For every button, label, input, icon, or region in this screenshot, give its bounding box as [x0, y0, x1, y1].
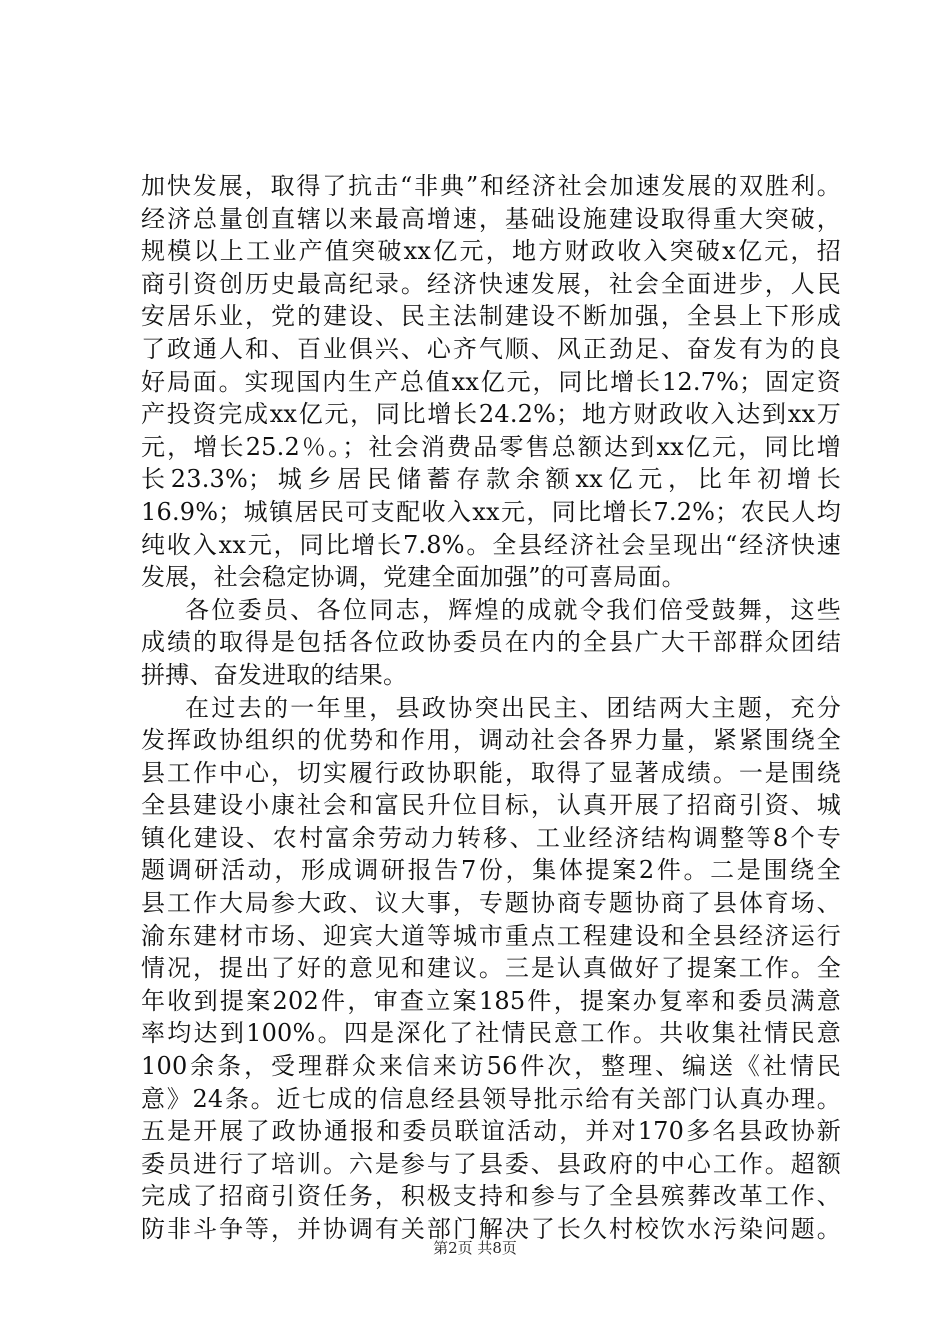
text-line: 长23.3%；城乡居民储蓄存款余额xx亿元，比年初增长	[141, 465, 841, 494]
text-line: 年收到提案202件，审查立案185件，提案办复率和委员满意	[141, 986, 841, 1015]
text-line: 率均达到100%。四是深化了社情民意工作。共收集社情民意	[141, 1019, 841, 1048]
text-line: 防非斗争等，并协调有关部门解决了长久村校饮水污染问题。	[141, 1215, 841, 1243]
text-line: 县工作大局参大政、议大事，专题协商专题协商了县体育场、	[141, 889, 841, 918]
text-line: 加快发展，取得了抗击“非典”和经济社会加速发展的双胜利。	[141, 172, 841, 200]
text-line: 16.9%；城镇居民可支配收入xx元，同比增长7.2%；农民人均	[141, 497, 841, 526]
text-line: 各位委员、各位同志，辉煌的成就令我们倍受鼓舞，这些	[185, 595, 841, 624]
text-line: 在过去的一年里，县政协突出民主、团结两大主题，充分	[185, 693, 841, 722]
text-line: 安居乐业，党的建设、民主法制建设不断加强，全县上下形成	[141, 302, 841, 331]
text-line: 情况，提出了好的意见和建议。三是认真做好了提案工作。全	[141, 954, 841, 983]
document-body	[141, 170, 841, 1246]
text-line: 成绩的取得是包括各位政协委员在内的全县广大干部群众团结	[141, 628, 841, 657]
text-line: 发展，社会稳定协调，党建全面加强”的可喜局面。	[141, 563, 686, 592]
text-line: 了政通人和、百业俱兴、心齐气顺、风正劲足、奋发有为的良	[141, 334, 841, 363]
text-line: 规模以上工业产值突破xx亿元，地方财政收入突破x亿元，招	[141, 237, 841, 266]
page-number-footer: 第2页 共8页	[433, 1239, 517, 1257]
text-line: 完成了招商引资任务，积极支持和参与了全县殡葬改革工作、	[141, 1182, 841, 1211]
text-line: 发挥政协组织的优势和作用，调动社会各界力量，紧紧围绕全	[141, 726, 841, 755]
text-line: 好局面。实现国内生产总值xx亿元，同比增长12.7%；固定资	[141, 367, 841, 396]
text-line: 拼搏、奋发进取的结果。	[141, 660, 408, 689]
text-line: 渝东建材市场、迎宾大道等城市重点工程建设和全县经济运行	[141, 921, 841, 950]
text-line: 100余条，受理群众来信来访56件次，整理、编送《社情民	[141, 1052, 841, 1081]
text-line: 县工作中心，切实履行政协职能，取得了显著成绩。一是围绕	[141, 758, 841, 787]
text-line: 委员进行了培训。六是参与了县委、县政府的中心工作。超额	[141, 1149, 841, 1178]
text-line: 元，增长25.2％。；社会消费品零售总额达到xx亿元，同比增	[141, 432, 841, 461]
text-line: 全县建设小康社会和富民升位目标，认真开展了招商引资、城	[141, 791, 841, 820]
text-line: 镇化建设、农村富余劳动力转移、工业经济结构调整等8个专	[141, 823, 841, 852]
text-line: 五是开展了政协通报和委员联谊活动，并对170多名县政协新	[141, 1117, 841, 1146]
text-line: 纯收入xx元，同比增长7.8%。全县经济社会呈现出“经济快速	[141, 530, 841, 559]
text-line: 经济总量创直辖以来最高增速，基础设施建设取得重大突破，	[141, 204, 841, 233]
text-line: 题调研活动，形成调研报告7份，集体提案2件。二是围绕全	[141, 856, 841, 885]
text-line: 意》24条。近七成的信息经县领导批示给有关部门认真办理。	[141, 1084, 841, 1113]
text-line: 产投资完成xx亿元，同比增长24.2%；地方财政收入达到xx万	[141, 400, 841, 429]
text-line: 商引资创历史最高纪录。经济快速发展，社会全面进步，人民	[141, 269, 841, 298]
